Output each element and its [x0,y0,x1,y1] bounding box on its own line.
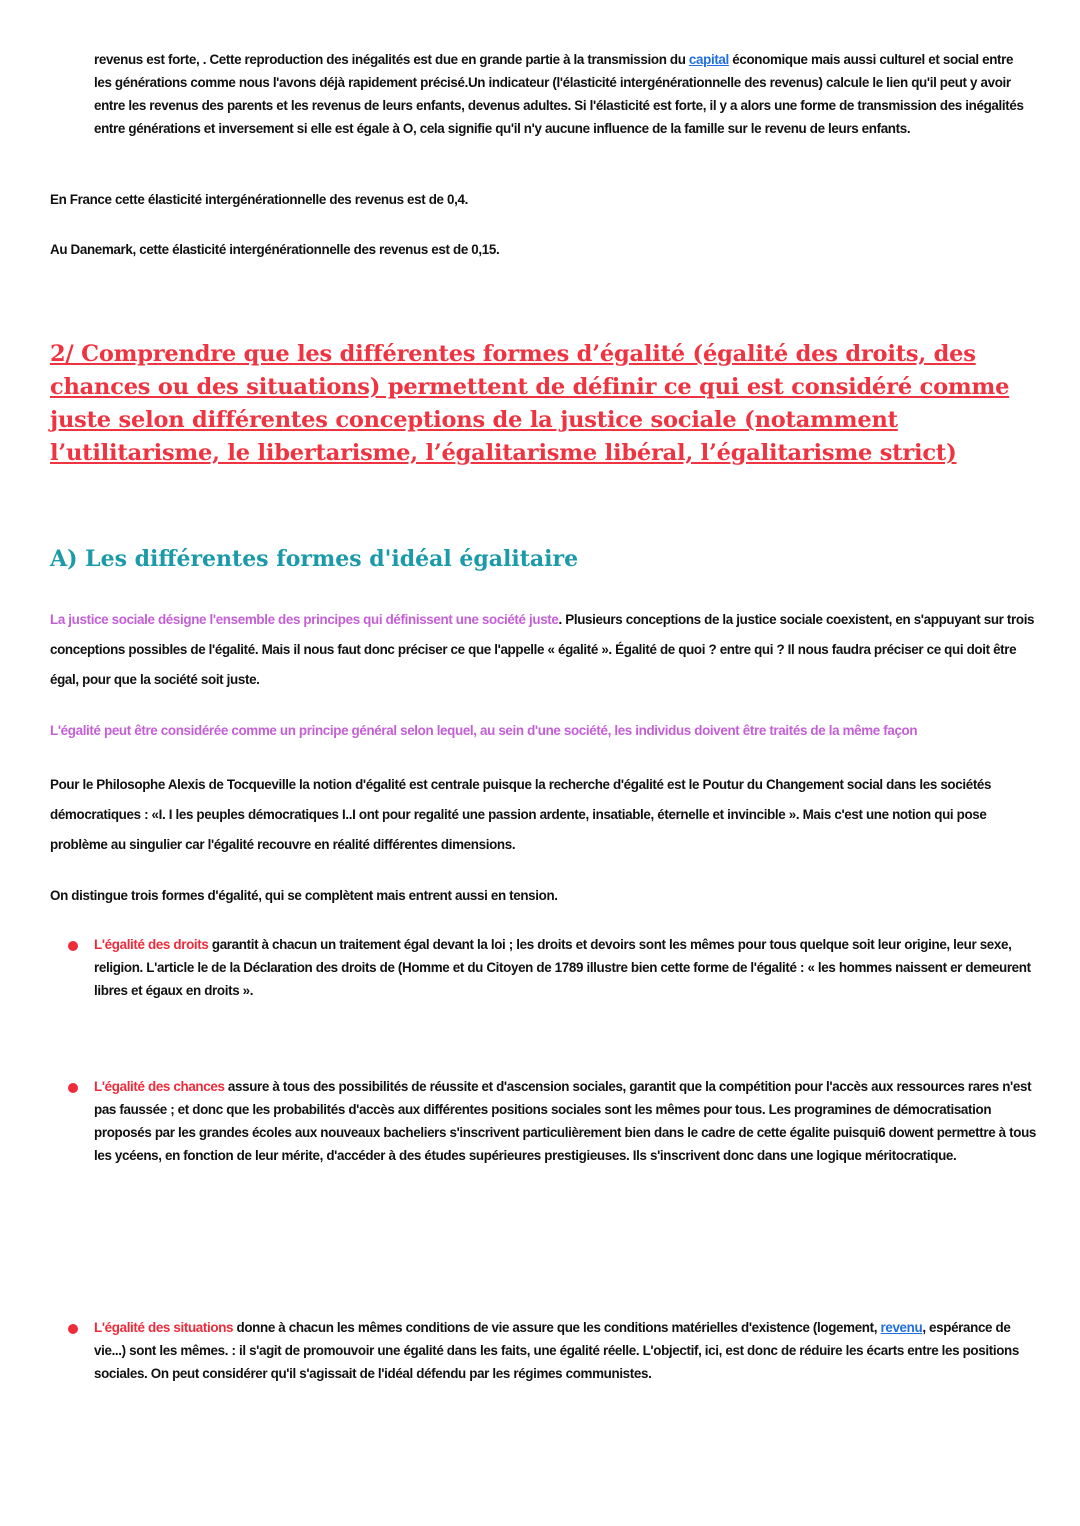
term-egalite-chances: L'égalité des chances [94,1079,225,1094]
tocqueville-paragraph: Pour le Philosophe Alexis de Tocqueville la notion d'égalité est centrale puisque la recherche d'égalité est le Poutur du Changement social dans les sociétés démocratiques : «I. I les peuples démocratiques I..I ont pour regalité une passion ardente, insatiable, éternelle et invincible ». Mais c'est une notion qui pose problème au singulier car l'égalité recouvre en réalité différentes dimensions. [50,777,992,852]
bullet-text: donne à chacun les mêmes conditions de vie assure que les conditions matérielles d'existence (logement, [233,1320,881,1335]
egalite-definition: L'égalité peut être considérée comme un principe général selon lequel, au sein d'une société, les individus doivent être traités de la même façon [50,723,918,738]
bullet-text: garantit à chacun un traitement égal devant la loi ; les droits et devoirs sont les mêmes pour tous quelque soit leur origine, leur sexe, religion. L'article le de la Déclaration des droits de (Homme et du Citoyen de 1789 illustre bien cette forme de l'égalité : « les hommes naissent er demeurent libres et égaux en droits ». [94,937,1031,998]
revenu-link[interactable]: revenu [880,1320,923,1335]
intro-paragraph [94,48,1034,140]
term-egalite-droits: L'égalité des droits [94,937,209,952]
bullet-egalite-droits [94,933,1034,1002]
intro-text-end: économique mais aussi culturel et social entre les générations comme nous l'avons déjà rapidement précisé.Un indicateur (l'élasticité intergénérationnelle des revenus) calcule le lien qu'il peut y avoir entre les revenus des parents et les revenus de leurs enfants, devenus adultes. Si l'élasticité est forte, il y a alors une forme de transmission des inégalités entre générations et inversement si elle est égale à O, cela signifie qu'il n'y aucune influence de la famille sur le revenu de leurs enfants. [94,52,1024,136]
bullet-icon [68,1083,78,1093]
section-title: 2/ Comprendre que les différentes formes d’égalité (égalité des droits, des chances ou des situations) permettent de définir ce qui est considéré comme juste selon différentes conceptions de la justice sociale (notamment l’utilitarisme, le libertarisme, l’égalitarisme libéral, l’égalitarisme strict) [50,341,1010,466]
bullet-icon [68,941,78,951]
justice-text: . Plusieurs conceptions de la justice sociale coexistent, en s'appuyant sur trois conceptions possibles de l'égalité. Mais il nous faut donc préciser ce que l'appelle « égalité ». Égalité de quoi ? entre qui ? Il nous faudra préciser ce qui doit être égal, pour que la société soit juste. [50,612,1035,687]
bullet-text: assure à tous des possibilités de réussite et d'ascension sociales, garantit que la compétition pour l'accès aux ressources rares n'est pas faussée ; et donc que les probabilités d'accès aux différentes positions sociales sont les mêmes pour tous. Les programines de démocratisation proposés par les grandes écoles aux nouveaux bacheliers s'inscrivent particulièrement bien dans le cadre de cette égalite puisqui6 dowent permettre à tous les ycéens, en fonction de leur mérite, d'accéder à des études supérieures prestigieuses. Ils s'inscrivent donc dans une logique méritocratique. [94,1079,1037,1163]
intro-text-start: revenus est forte, . Cette reproduction des inégalités est due en grande partie à la transmission du [94,52,689,67]
france-elasticity: En France cette élasticité intergénérationnelle des revenus est de 0,4. [50,192,468,207]
danemark-elasticity: Au Danemark, cette élasticité intergénérationnelle des revenus est de 0,15. [50,242,500,257]
justice-definition: La justice sociale désigne l'ensemble des principes qui définissent une société juste [50,612,559,627]
bullet-egalite-situations [94,1316,1034,1385]
bullet-text: , espérance de vie...) sont les mêmes. : il s'agit de promouvoir une égalité dans les faits, une égalité réelle. L'objectif, ici, est donc de réduire les écarts entre les positions sociales. On peut considérer qu'il s'agissait de l'idéal défendu par les régimes communistes. [94,1320,1019,1381]
justice-paragraph [50,605,1040,695]
bullet-icon [68,1324,78,1334]
subsection-title: A) Les différentes formes d'idéal égalitaire [50,546,579,572]
term-egalite-situations: L'égalité des situations [94,1320,234,1335]
bullet-egalite-chances [94,1075,1039,1167]
trois-formes-text: On distingue trois formes d'égalité, qui se complètent mais entrent aussi en tension. [50,888,558,903]
capital-link[interactable]: capital [688,52,729,67]
